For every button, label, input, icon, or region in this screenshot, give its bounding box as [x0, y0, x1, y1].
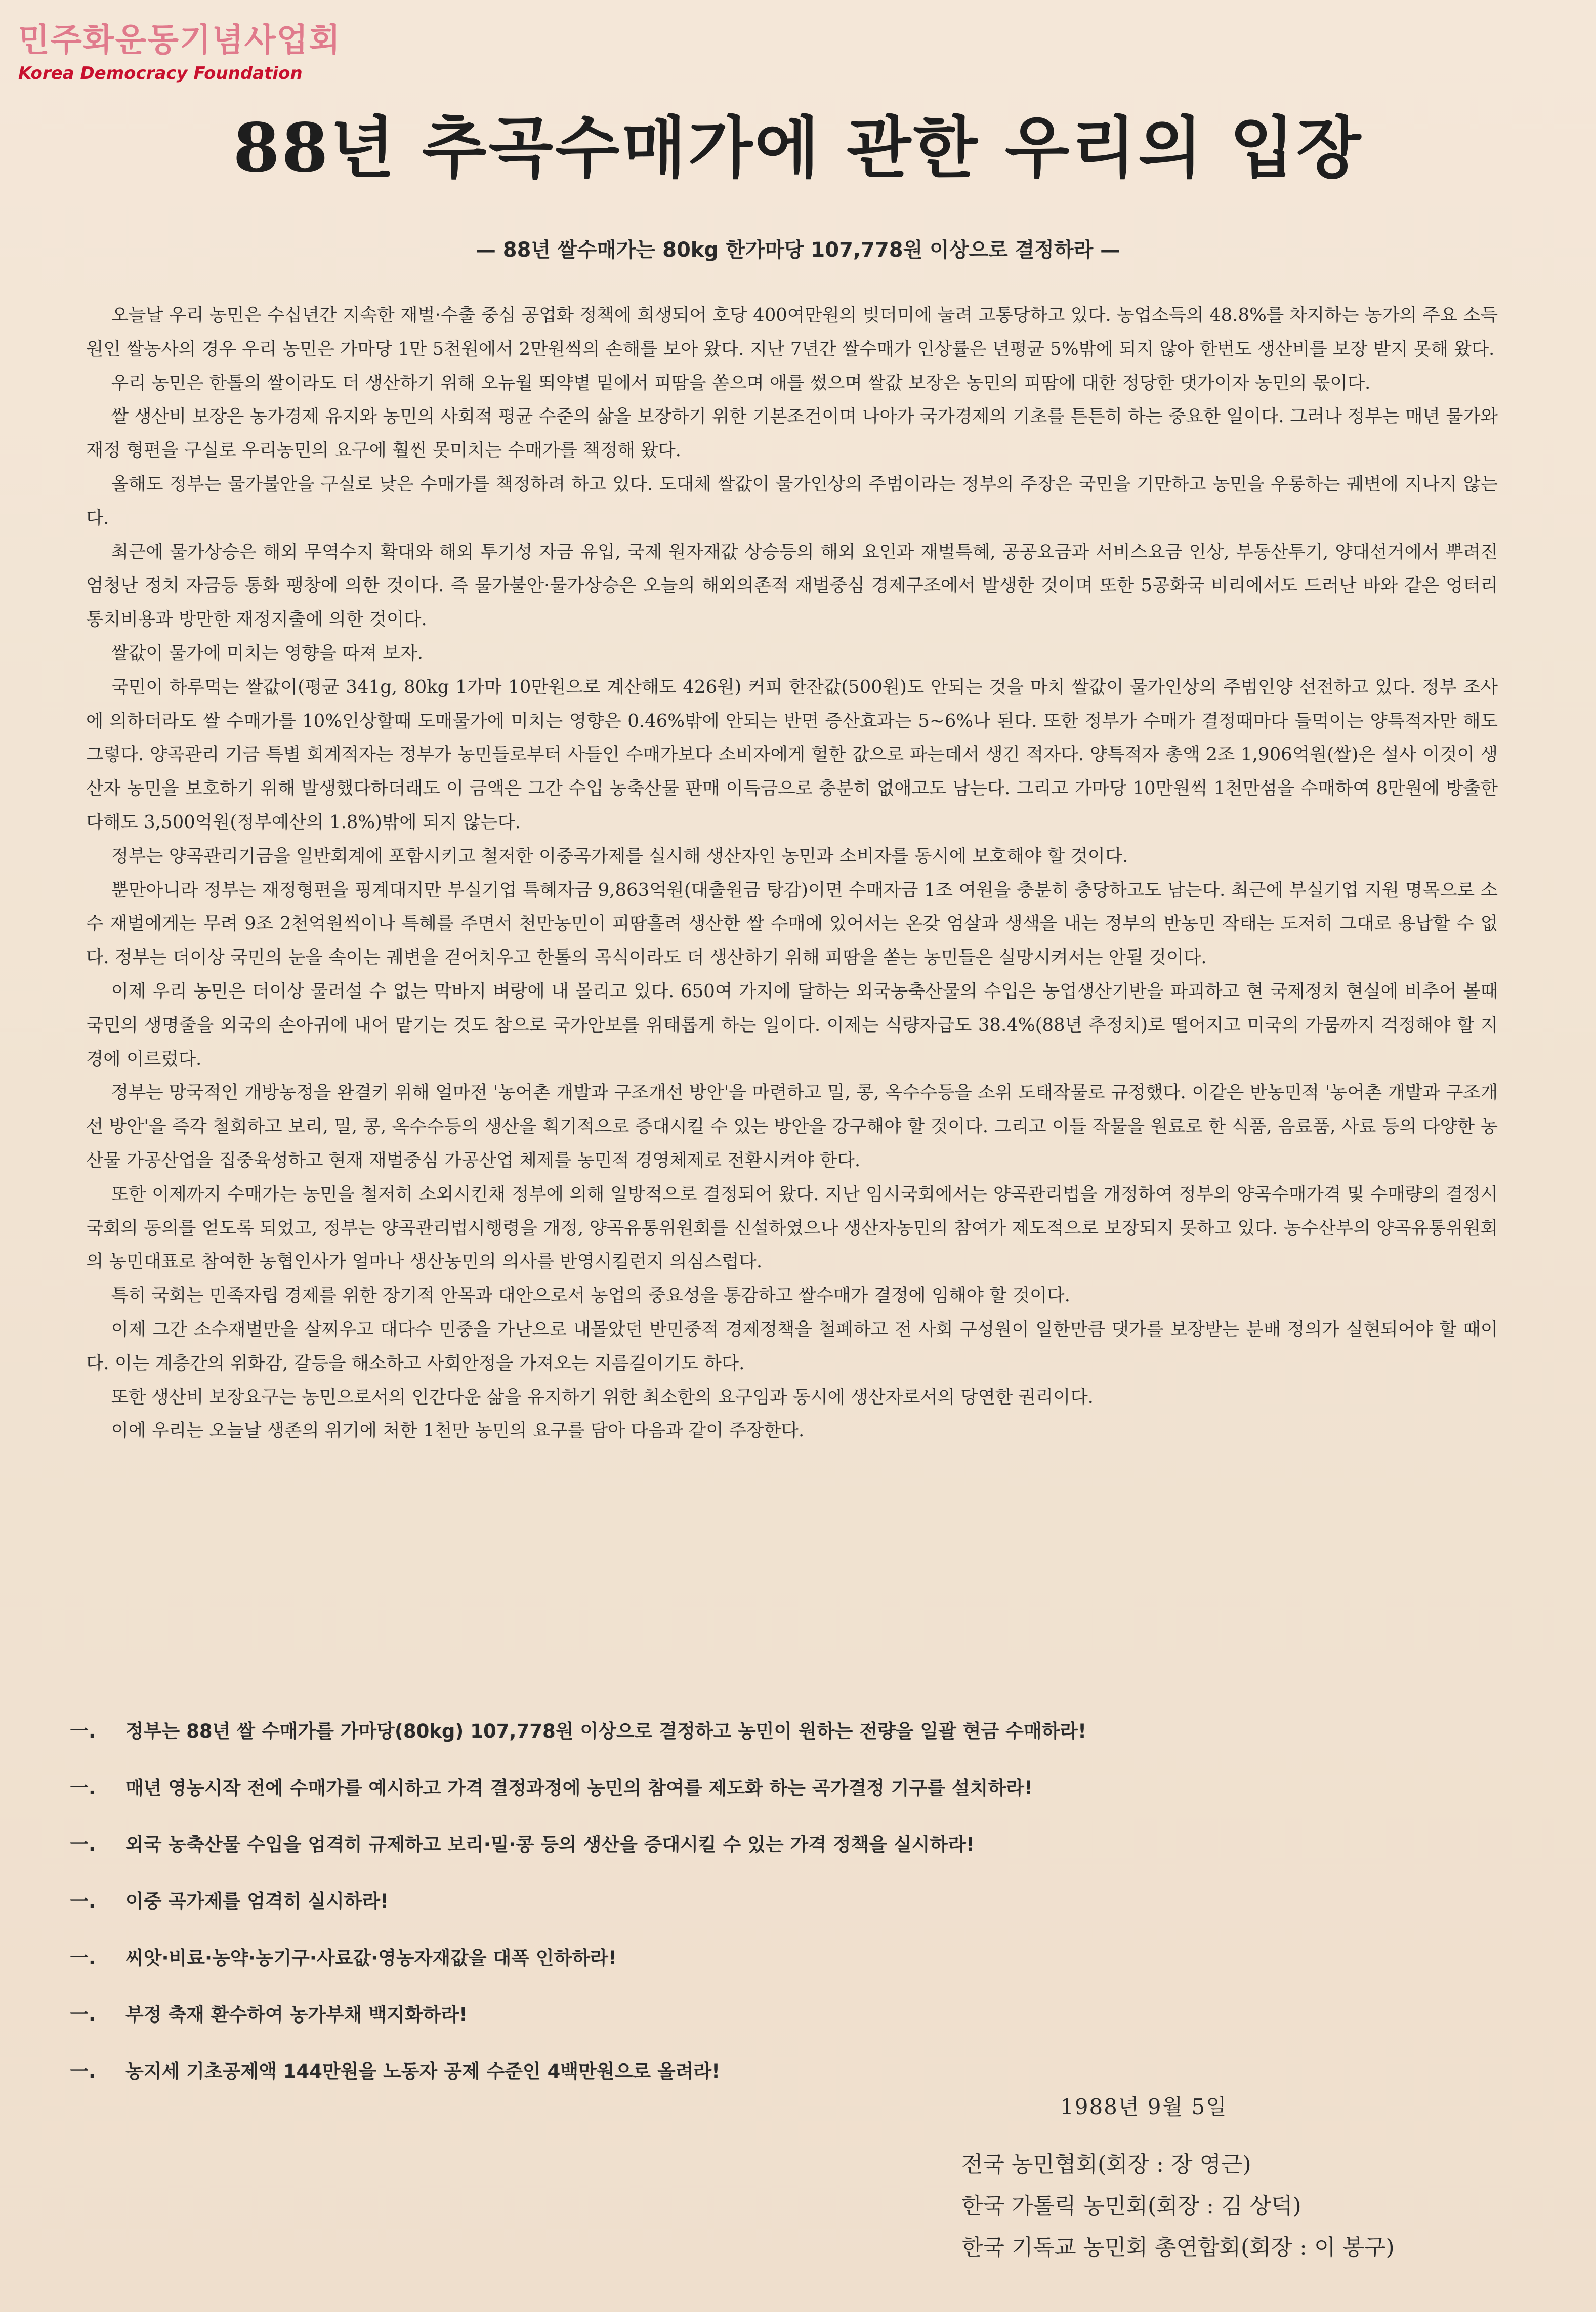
demand-item [70, 1999, 1537, 2056]
demand-text: 이중 곡가제를 엄격히 실시하라! [125, 1890, 389, 1912]
paragraph: 정부는 양곡관리기금을 일반회계에 포함시키고 철저한 이중곡가제를 실시해 생산자인 농민과 소비자를 동시에 보호해야 할 것이다. [111, 845, 1128, 866]
foundation-watermark [18, 24, 341, 82]
signatory: 한국 기독교 농민회 총연합회(회장 : 이 봉구) [961, 2235, 1395, 2260]
demand-text: 매년 영농시작 전에 수매가를 예시하고 가격 결정과정에 농민의 참여를 제도화 하는 곡가결정 기구를 설치하라! [125, 1777, 1033, 1799]
demand-text: 정부는 88년 쌀 수매가를 가마당(80kg) 107,778원 이상으로 결정하고 농민이 원하는 전량을 일괄 현금 수매하라! [125, 1720, 1086, 1742]
demand-marker: 一. [70, 1890, 96, 1912]
paragraph: 이제 그간 소수재벌만을 살찌우고 대다수 민중을 가난으로 내몰았던 반민중적 경제정책을 철폐하고 전 사회 구성원이 일한만큼 댓가를 보장받는 분배 정의가 실현되어야 할 때이다. 이는 계층간의 위화감, 갈등을 해소하고 사회안정을 가져오는 지름길이기도 하다. [86, 1318, 1498, 1374]
paragraph: 또한 생산비 보장요구는 농민으로서의 인간다운 삶을 유지하기 위한 최소한의 요구임과 동시에 생산자로서의 당연한 권리이다. [111, 1386, 1094, 1408]
paragraph: 최근에 물가상승은 해외 무역수지 확대와 해외 투기성 자금 유입, 국제 원자재값 상승등의 해외 요인과 재벌특혜, 공공요금과 서비스요금 인상, 부동산투기, 양대선거에서 뿌려진 엄청난 정치 자금등 통화 팽창에 의한 것이다. 즉 물가불안·물가상승은 오늘의 해외의존적 재벌중심 경제구조에서 발생한 것이며 또한 5공화국 비리에서도 드러난 바와 같은 엉터리 통치비용과 방만한 재정지출에 의한 것이다. [86, 541, 1498, 630]
paragraph: 오늘날 우리 농민은 수십년간 지속한 재벌·수출 중심 공업화 정책에 희생되어 호당 400여만원의 빚더미에 눌려 고통당하고 있다. 농업소득의 48.8%를 차지하는 농가의 주요 소득원인 쌀농사의 경우 우리 농민은 가마당 1만 5천원에서 2만원씩의 손해를 보아 왔다. 지난 7년간 쌀수매가 인상률은 년평균 5%밖에 되지 않아 한번도 생산비를 보장 받지 못해 왔다. [86, 305, 1498, 359]
document-title: 88년 추곡수매가에 관한 우리의 입장 [233, 109, 1363, 187]
demand-text: 농지세 기초공제액 144만원을 노동자 공제 수준인 4백만원으로 올려라! [125, 2060, 721, 2082]
demand-text: 부정 축재 환수하여 농가부채 백지화하라! [125, 2004, 468, 2026]
demand-item [70, 1829, 1537, 1886]
document-subtitle: — 88년 쌀수매가는 80kg 한가마당 107,778원 이상으로 결정하라 — [475, 238, 1121, 262]
demand-text: 씨앗·비료·농약·농기구·사료값·영농자재값을 대폭 인하하라! [125, 1947, 617, 1969]
demand-marker: 一. [70, 1720, 96, 1742]
signatories [961, 2146, 1395, 2270]
demand-text: 외국 농축산물 수입을 엄격히 규제하고 보리·밀·콩 등의 생산을 증대시킬 수 있는 가격 정책을 실시하라! [125, 1834, 975, 1855]
demands-list [70, 1716, 1537, 2113]
demand-marker: 一. [70, 1834, 96, 1855]
document-date: 1988년 9월 5일 [1060, 2094, 1228, 2119]
demand-marker: 一. [70, 1777, 96, 1799]
watermark-korean: 민주화운동기념사업회 [18, 22, 342, 59]
paragraph: 쌀값이 물가에 미치는 영향을 따져 보자. [111, 642, 424, 664]
watermark-english: Korea Democracy Foundation [18, 63, 303, 84]
demand-marker: 一. [70, 1947, 96, 1969]
demand-item [70, 1943, 1537, 1999]
demand-marker: 一. [70, 2004, 96, 2026]
demand-marker: 一. [70, 2060, 96, 2082]
demand-item [70, 1716, 1537, 1772]
demand-item [70, 2056, 1537, 2113]
paragraph: 국민이 하루먹는 쌀값이(평균 341g, 80kg 1가마 10만원으로 계산해도 426원) 커피 한잔값(500원)도 안되는 것을 마치 쌀값이 물가인상의 주범인양 선전하고 있다. 정부 조사에 의하더라도 쌀 수매가를 10%인상할때 도매물가에 미치는 영향은 0.46%밖에 안되는 반면 증산효과는 5~6%나 된다. 또한 정부가 수매가 결정때마다 들먹이는 양특적자만 해도 그렇다. 양곡관리 기금 특별 회계적자는 정부가 농민들로부터 사들인 수매가보다 소비자에게 헐한 값으로 파는데서 생긴 적자다. 양특적자 총액 2조 1,906억원(쌀)은 설사 이것이 생산자 농민을 보호하기 위해 발생했다하더래도 이 금액은 그간 수입 농축산물 판매 이득금으로 충분히 없애고도 남는다. 그리고 가마당 10만원씩 1천만섬을 수매하여 8만원에 방출한다해도 3,500억원(정부예산의 1.8%)밖에 되지 않는다. [86, 676, 1498, 833]
paragraph: 올해도 정부는 물가불안을 구실로 낮은 수매가를 책정하려 하고 있다. 도대체 쌀값이 물가인상의 주범이라는 정부의 주장은 국민을 기만하고 농민을 우롱하는 궤변에 지나지 않는다. [86, 473, 1498, 528]
paragraph: 쌀 생산비 보장은 농가경제 유지와 농민의 사회적 평균 수준의 삶을 보장하기 위한 기본조건이며 나아가 국가경제의 기초를 튼튼히 하는 중요한 일이다. 그러나 정부는 매년 물가와 재정 형편을 구실로 우리농민의 요구에 훨씬 못미치는 수매가를 책정해 왔다. [86, 406, 1498, 461]
statement-body [86, 299, 1498, 1448]
paragraph: 또한 이제까지 수매가는 농민을 철저히 소외시킨채 정부에 의해 일방적으로 결정되어 왔다. 지난 임시국회에서는 양곡관리법을 개정하여 정부의 양곡수매가격 및 수매량의 결정시 국회의 동의를 얻도록 되었고, 정부는 양곡관리법시행령을 개정, 양곡유통위원회를 신설하였으나 생산자농민의 참여가 제도적으로 보장되지 못하고 있다. 농수산부의 양곡유통위원회의 농민대표로 참여한 농협인사가 얼마나 생산농민의 의사를 반영시킬런지 의심스럽다. [86, 1183, 1498, 1272]
signatory: 한국 가톨릭 농민회(회장 : 김 상덕) [961, 2193, 1301, 2219]
demand-item [70, 1772, 1537, 1829]
signatory: 전국 농민협회(회장 : 장 영근) [961, 2152, 1251, 2177]
paragraph: 이에 우리는 오늘날 생존의 위기에 처한 1천만 농민의 요구를 담아 다음과 같이 주장한다. [111, 1420, 805, 1441]
paragraph: 이제 우리 농민은 더이상 물러설 수 없는 막바지 벼랑에 내 몰리고 있다. 650여 가지에 달하는 외국농축산물의 수입은 농업생산기반을 파괴하고 현 국제정치 현실에 비추어 볼때 국민의 생명줄을 외국의 손아귀에 내어 맡기는 것도 참으로 국가안보를 위태롭게 하는 일이다. 이제는 식량자급도 38.4%(88년 추정치)로 떨어지고 미국의 가뭄까지 걱정해야 할 지경에 이르렀다. [86, 980, 1498, 1069]
paragraph: 정부는 망국적인 개방농정을 완결키 위해 얼마전 '농어촌 개발과 구조개선 방안'을 마련하고 밀, 콩, 옥수수등을 소위 도태작물로 규정했다. 이같은 반농민적 '농어촌 개발과 구조개선 방안'을 즉각 철회하고 보리, 밀, 콩, 옥수수등의 생산을 획기적으로 증대시킬 수 있는 방안을 강구해야 할 것이다. 그리고 이들 작물을 원료로 한 식품, 음료품, 사료 등의 다양한 농산물 가공산업을 집중육성하고 현재 재벌중심 가공산업 체제를 농민적 경영체제로 전환시켜야 한다. [86, 1082, 1498, 1171]
paragraph: 특히 국회는 민족자립 경제를 위한 장기적 안목과 대안으로서 농업의 중요성을 통감하고 쌀수매가 결정에 임해야 할 것이다. [111, 1285, 1070, 1306]
paragraph: 우리 농민은 한톨의 쌀이라도 더 생산하기 위해 오뉴월 뙤약볕 밑에서 피땀을 쏟으며 애를 썼으며 쌀값 보장은 농민의 피땀에 대한 정당한 댓가이자 농민의 몫이다. [111, 372, 1371, 393]
paragraph: 뿐만아니라 정부는 재정형편을 핑계대지만 부실기업 특혜자금 9,863억원(대출원금 탕감)이면 수매자금 1조 여원을 충분히 충당하고도 남는다. 최근에 부실기업 지원 명목으로 소수 재벌에게는 무려 9조 2천억원씩이나 특혜를 주면서 천만농민이 피땀흘려 생산한 쌀 수매에 있어서는 온갖 엄살과 생색을 내는 정부의 반농민 작태는 도저히 그대로 용납할 수 없다. 정부는 더이상 국민의 눈을 속이는 궤변을 걷어치우고 한톨의 곡식이라도 더 생산하기 위해 피땀을 쏟는 농민들은 실망시켜서는 안될 것이다. [86, 879, 1498, 968]
demand-item [70, 1886, 1537, 1943]
